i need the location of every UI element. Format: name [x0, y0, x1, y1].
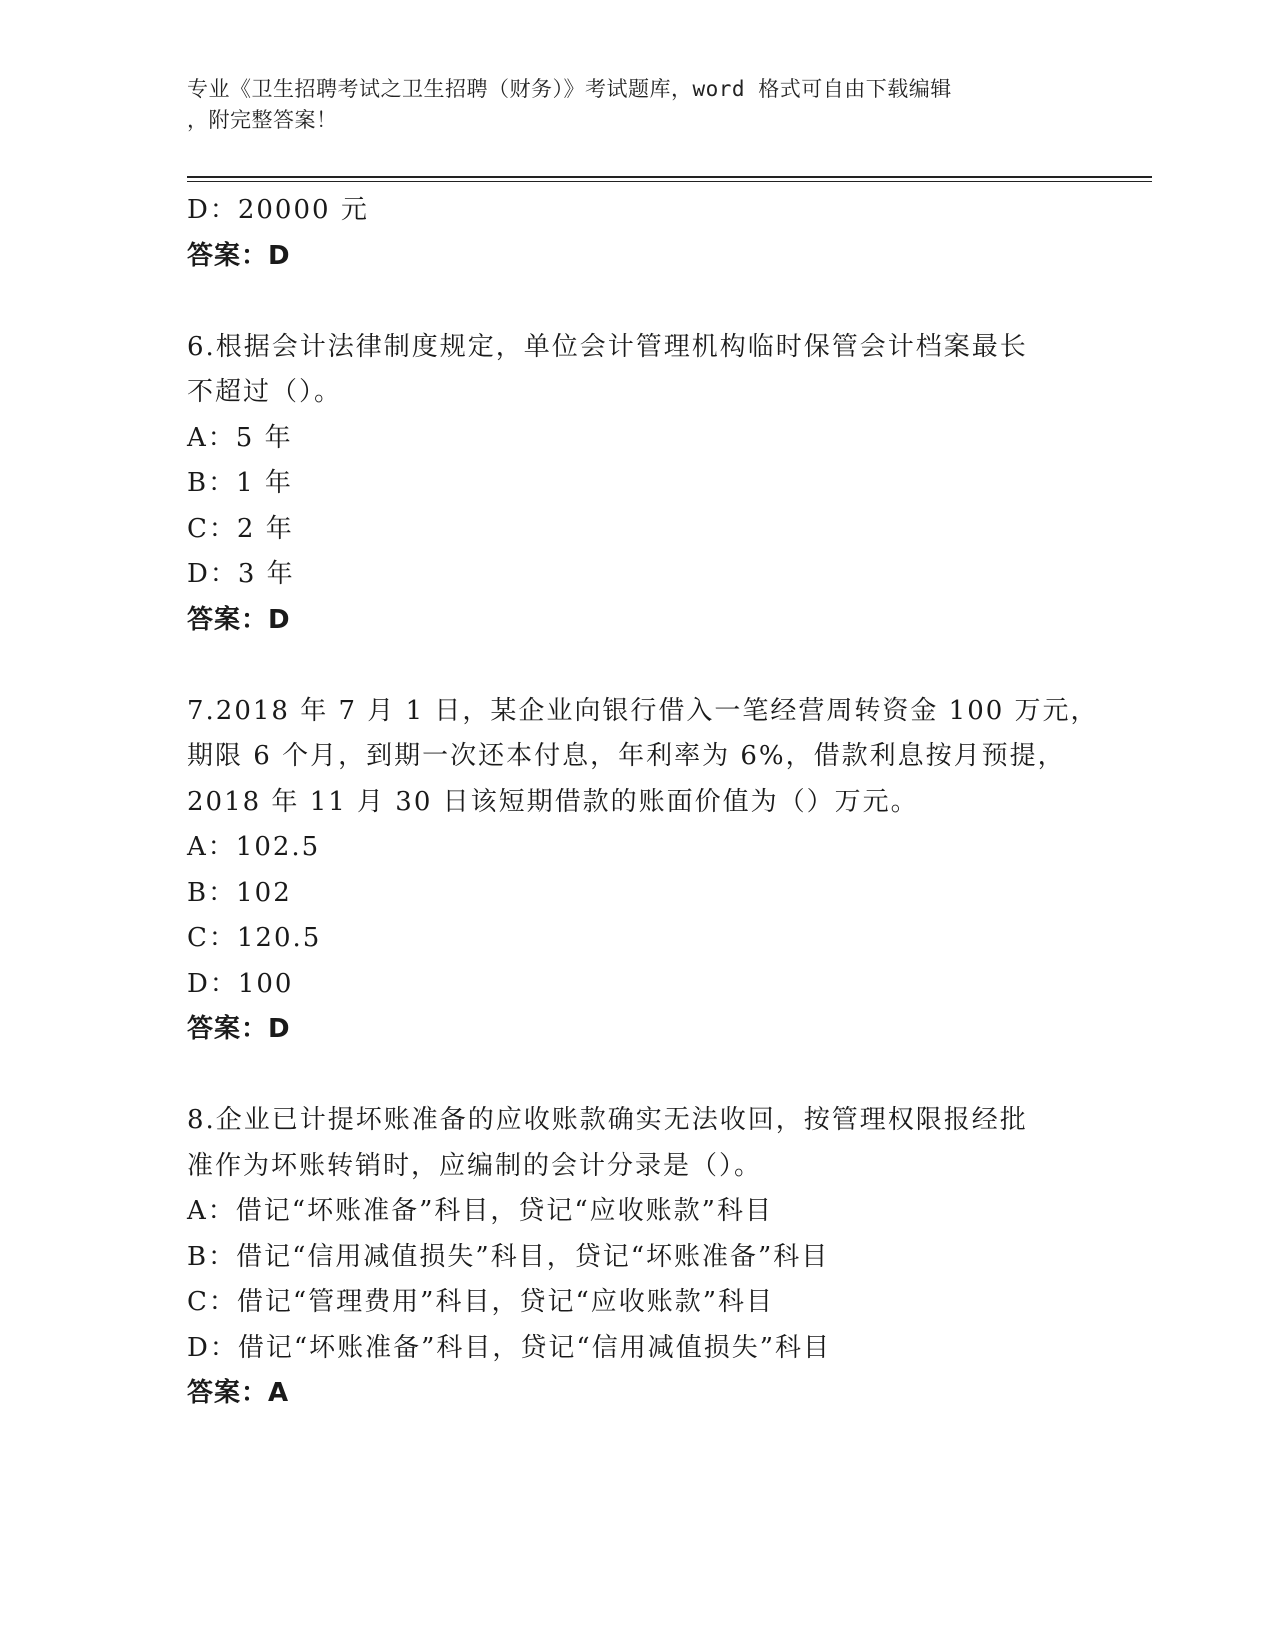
option-b: B：1 年: [187, 468, 293, 498]
option-d: D：100: [187, 968, 294, 999]
answer: 答案：D: [187, 604, 291, 635]
option-b: B：借记“信用减值损失”科目，贷记“坏账准备”科目: [187, 1241, 830, 1272]
answer: 答案：D: [187, 240, 291, 271]
question-7: [187, 689, 1099, 1053]
question-8: [187, 1098, 1087, 1417]
answer: 答案：A: [187, 1378, 290, 1408]
question-stem: 2018 年 11 月 30 日该短期借款的账面价值为（）万元。: [187, 786, 919, 817]
document-header: [187, 74, 1087, 136]
question-stem: 准作为坏账转销时，应编制的会计分录是（）。: [187, 1150, 763, 1181]
question-stem: 期限 6 个月，到期一次还本付息，年利率为 6%，借款利息按月预提，: [187, 741, 1066, 771]
option-b: B：102: [187, 877, 292, 908]
option-a: A：102.5: [187, 832, 321, 862]
spacer: [187, 1053, 1087, 1099]
option-c: C：120.5: [187, 923, 322, 953]
option-a: A：5 年: [187, 422, 293, 453]
question-stem: 7.2018 年 7 月 1 日，某企业向银行借入一笔经营周转资金 100 万元，: [187, 695, 1099, 726]
question-6: [187, 325, 1087, 644]
header-line-1: 专业《卫生招聘考试之卫生招聘（财务）》考试题库，word 格式可自由下载编辑: [187, 77, 952, 101]
header-divider-thick: [187, 176, 1152, 178]
option-c: C：2 年: [187, 513, 294, 544]
spacer: [187, 279, 1087, 325]
header-divider-thin: [187, 181, 1152, 182]
option-d: D：20000 元: [187, 195, 369, 225]
header-line-2: ，附完整答案！: [187, 108, 338, 132]
document-body: [187, 188, 1099, 1417]
question-stem: 8.企业已计提坏账准备的应收账款确实无法收回，按管理权限报经批: [187, 1105, 1028, 1135]
option-d: D：借记“坏账准备”科目，贷记“信用减值损失”科目: [187, 1332, 832, 1363]
option-d: D：3 年: [187, 559, 295, 589]
question-stem: 不超过（）。: [187, 377, 343, 407]
question-stem: 6.根据会计法律制度规定，单位会计管理机构临时保管会计档案最长: [187, 331, 1028, 362]
answer: 答案：D: [187, 1014, 291, 1044]
spacer: [187, 643, 1087, 689]
option-c: C：借记“管理费用”科目，贷记“应收账款”科目: [187, 1287, 775, 1317]
option-a: A：借记“坏账准备”科目，贷记“应收账款”科目: [187, 1196, 773, 1226]
